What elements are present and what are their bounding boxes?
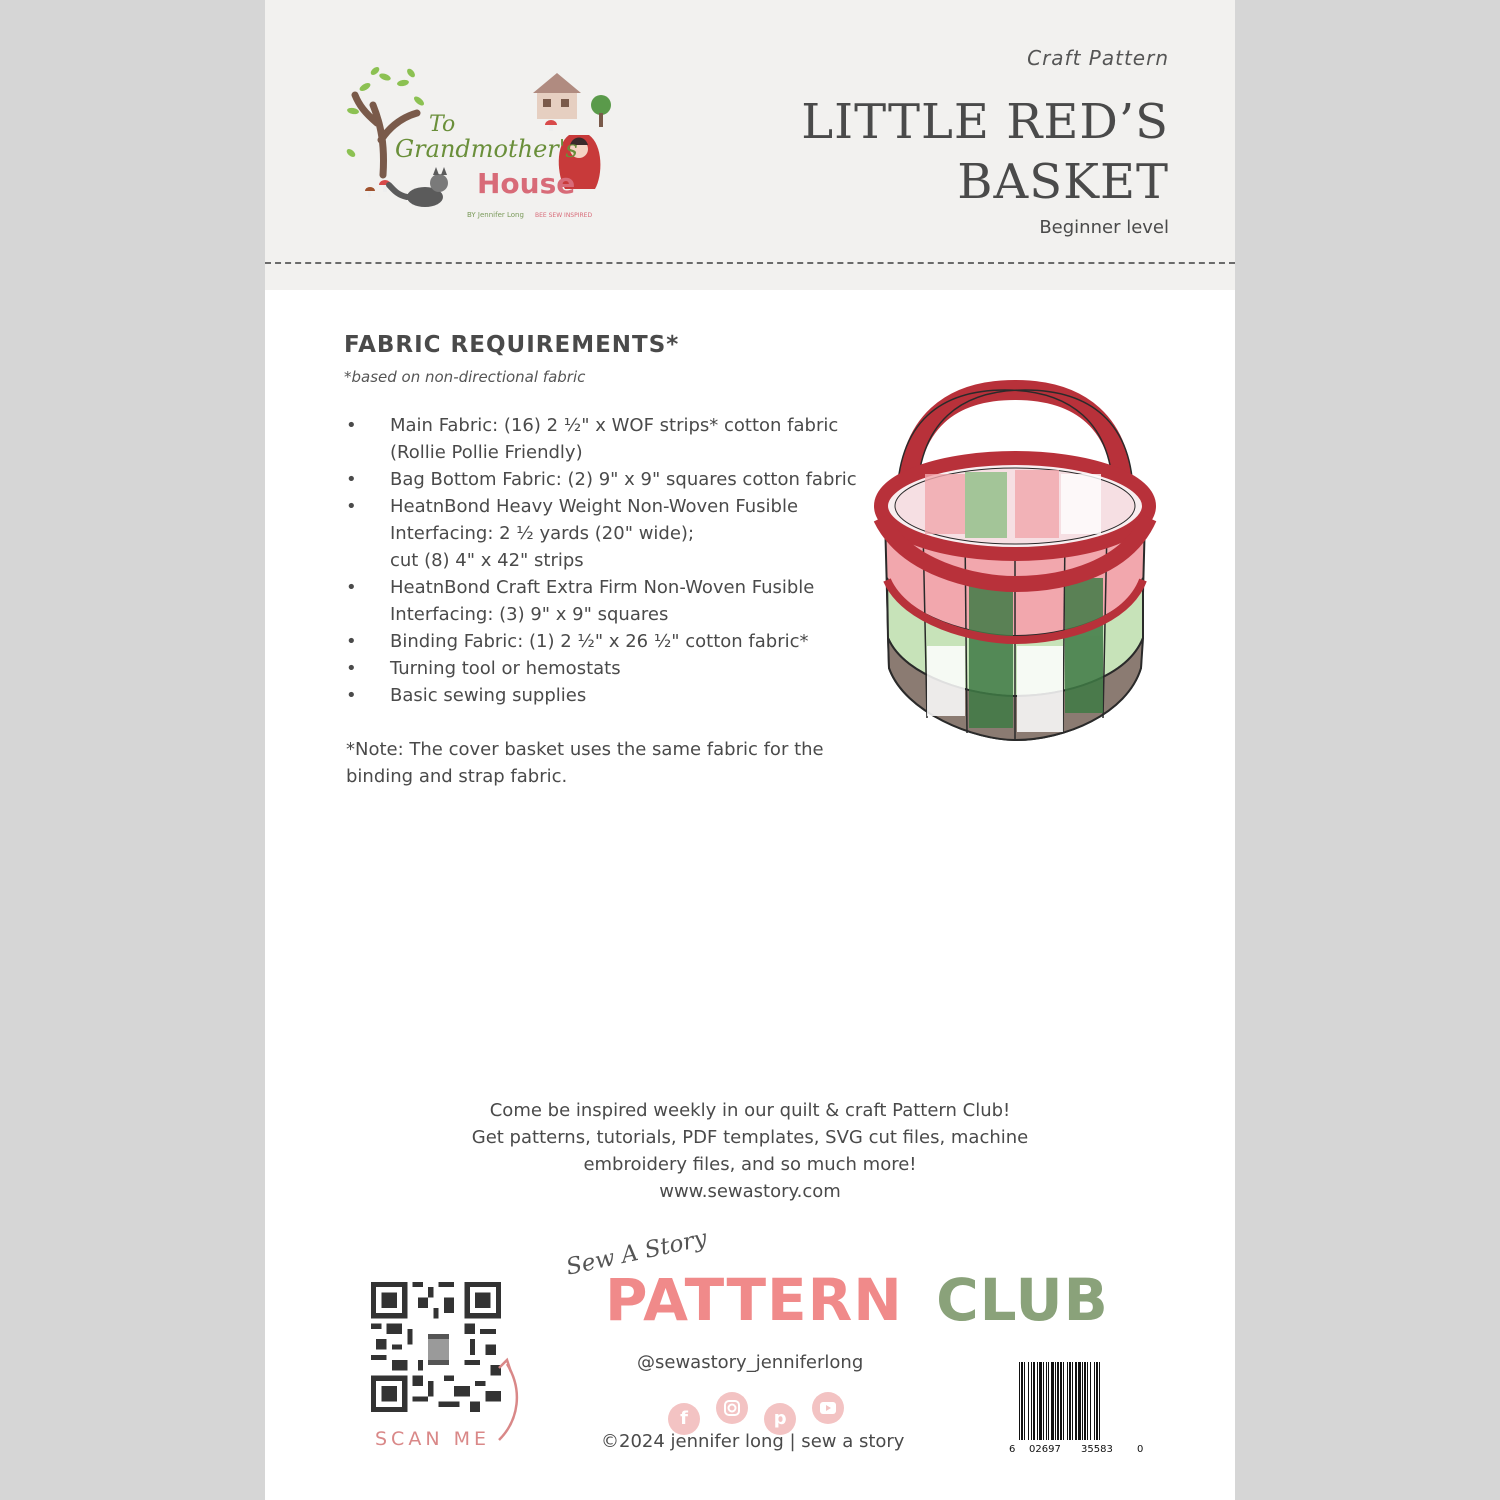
list-item: [346, 682, 866, 709]
barcode-bar: [1090, 1362, 1091, 1440]
item-line: Interfacing: 2 ½ yards (20" wide);: [390, 523, 695, 544]
svg-text:02697: 02697: [1029, 1444, 1061, 1455]
barcode-bar: [1063, 1362, 1064, 1440]
skill-level: Beginner level: [1039, 217, 1169, 238]
barcode-bar: [1067, 1362, 1068, 1440]
item-line: HeatnBond Craft Extra Firm Non-Woven Fusible: [390, 577, 815, 598]
svg-text:6: 6: [1009, 1444, 1016, 1455]
item-line: Basic sewing supplies: [390, 685, 587, 706]
svg-text:35583: 35583: [1081, 1444, 1113, 1455]
bullet: •: [346, 496, 357, 517]
barcode-bar: [1078, 1362, 1081, 1440]
scan-me-label: SCAN ME: [375, 1428, 490, 1450]
barcode-bar: [1099, 1362, 1100, 1440]
barcode-bar: [1055, 1362, 1056, 1440]
svg-text:To: To: [429, 112, 456, 137]
cover-note-line: binding and strap fabric.: [346, 766, 568, 787]
youtube-icon[interactable]: [812, 1392, 844, 1424]
svg-text:BY Jennifer Long: BY Jennifer Long: [467, 211, 524, 219]
barcode-bar: [1072, 1362, 1073, 1440]
barcode-bar: [1057, 1362, 1059, 1440]
barcode-bar: [1033, 1362, 1035, 1440]
promo-line: Come be inspired weekly in our quilt & craft Pattern Club!: [489, 1100, 1011, 1121]
website-link[interactable]: www.sewastory.com: [659, 1181, 841, 1202]
pinterest-icon[interactable]: p: [764, 1403, 796, 1435]
barcode-bar: [1094, 1362, 1095, 1440]
item-line: Main Fabric: (16) 2 ½" x WOF strips* cotton fabric: [390, 415, 839, 436]
item-line: Interfacing: (3) 9" x 9" squares: [390, 604, 669, 625]
basket-illustration: [865, 378, 1165, 748]
item-line: HeatnBond Heavy Weight Non-Woven Fusible: [390, 496, 799, 517]
barcode-bar: [1021, 1362, 1023, 1440]
item-line: Bag Bottom Fabric: (2) 9" x 9" squares cotton fabric: [390, 469, 857, 490]
barcode-bar: [1031, 1362, 1032, 1440]
barcode-bar: [1046, 1362, 1047, 1440]
barcode-bar: [1060, 1362, 1062, 1440]
barcode-bar: [1087, 1362, 1088, 1440]
svg-text:House: House: [477, 167, 576, 200]
header-band: [265, 0, 1235, 290]
requirements-heading: FABRIC REQUIREMENTS*: [344, 332, 680, 358]
barcode-bar: [1082, 1362, 1083, 1440]
barcode-bar: [1019, 1362, 1020, 1440]
pattern-kicker: Craft Pattern: [1027, 46, 1169, 70]
pattern-club-logo: [605, 1266, 1109, 1334]
list-item: [346, 493, 866, 574]
sew-a-story-script: Sew A Story: [563, 1225, 710, 1281]
requirements-note: *based on non-directional fabric: [344, 368, 586, 386]
social-handle[interactable]: @sewastory_jenniferlong: [637, 1352, 864, 1373]
list-item: [346, 574, 866, 628]
list-item: [346, 412, 866, 466]
pattern-club-promo: [450, 1097, 1050, 1205]
item-line: cut (8) 4" x 42" strips: [390, 550, 584, 571]
copyright: ©2024 jennifer long | sew a story: [601, 1431, 905, 1452]
barcode-bar: [1028, 1362, 1029, 1440]
barcode: [1007, 1360, 1145, 1455]
barcode-bar: [1096, 1362, 1098, 1440]
bullet: •: [346, 685, 357, 706]
cover-note-line: *Note: The cover basket uses the same fabric for the: [346, 739, 824, 760]
social-icons: [668, 1392, 855, 1429]
list-item: [346, 655, 866, 682]
pattern-back-cover: [265, 0, 1235, 1500]
svg-text:BEE SEW INSPIRED: BEE SEW INSPIRED: [535, 212, 593, 219]
barcode-bar: [1069, 1362, 1071, 1440]
title-line-1: LITTLE RED’S: [801, 94, 1169, 150]
promo-line: embroidery files, and so much more!: [583, 1154, 917, 1175]
barcode-bar: [1037, 1362, 1038, 1440]
title-line-2: BASKET: [957, 154, 1169, 210]
facebook-icon[interactable]: f: [668, 1403, 700, 1435]
item-line: Turning tool or hemostats: [390, 658, 621, 679]
barcode-bar: [1075, 1362, 1077, 1440]
item-line: Binding Fabric: (1) 2 ½" x 26 ½" cotton fabric*: [390, 631, 809, 652]
to-grandmothers-house-logo: [345, 65, 615, 230]
requirements-list: [346, 412, 866, 709]
instagram-icon[interactable]: [716, 1392, 748, 1424]
barcode-bar: [1024, 1362, 1025, 1440]
svg-text:Grandmother's: Grandmother's: [395, 135, 578, 163]
bullet: •: [346, 577, 357, 598]
bullet: •: [346, 469, 357, 490]
bullet: •: [346, 631, 357, 652]
barcode-bar: [1048, 1362, 1049, 1440]
bullet: •: [346, 658, 357, 679]
bullet: •: [346, 415, 357, 436]
promo-line: Get patterns, tutorials, PDF templates, SVG cut files, machine: [471, 1127, 1029, 1148]
dashed-divider: [265, 262, 1235, 264]
list-item: [346, 628, 866, 655]
cover-note: [346, 736, 866, 790]
barcode-bar: [1084, 1362, 1086, 1440]
list-item: [346, 466, 866, 493]
pattern-title: [801, 92, 1169, 212]
barcode-bar: [1043, 1362, 1044, 1440]
club-word: CLUB: [936, 1266, 1109, 1334]
item-line: (Rollie Pollie Friendly): [390, 442, 583, 463]
pattern-word: PATTERN: [605, 1266, 903, 1334]
barcode-bar: [1039, 1362, 1042, 1440]
svg-text:0: 0: [1137, 1444, 1144, 1455]
barcode-bar: [1051, 1362, 1054, 1440]
